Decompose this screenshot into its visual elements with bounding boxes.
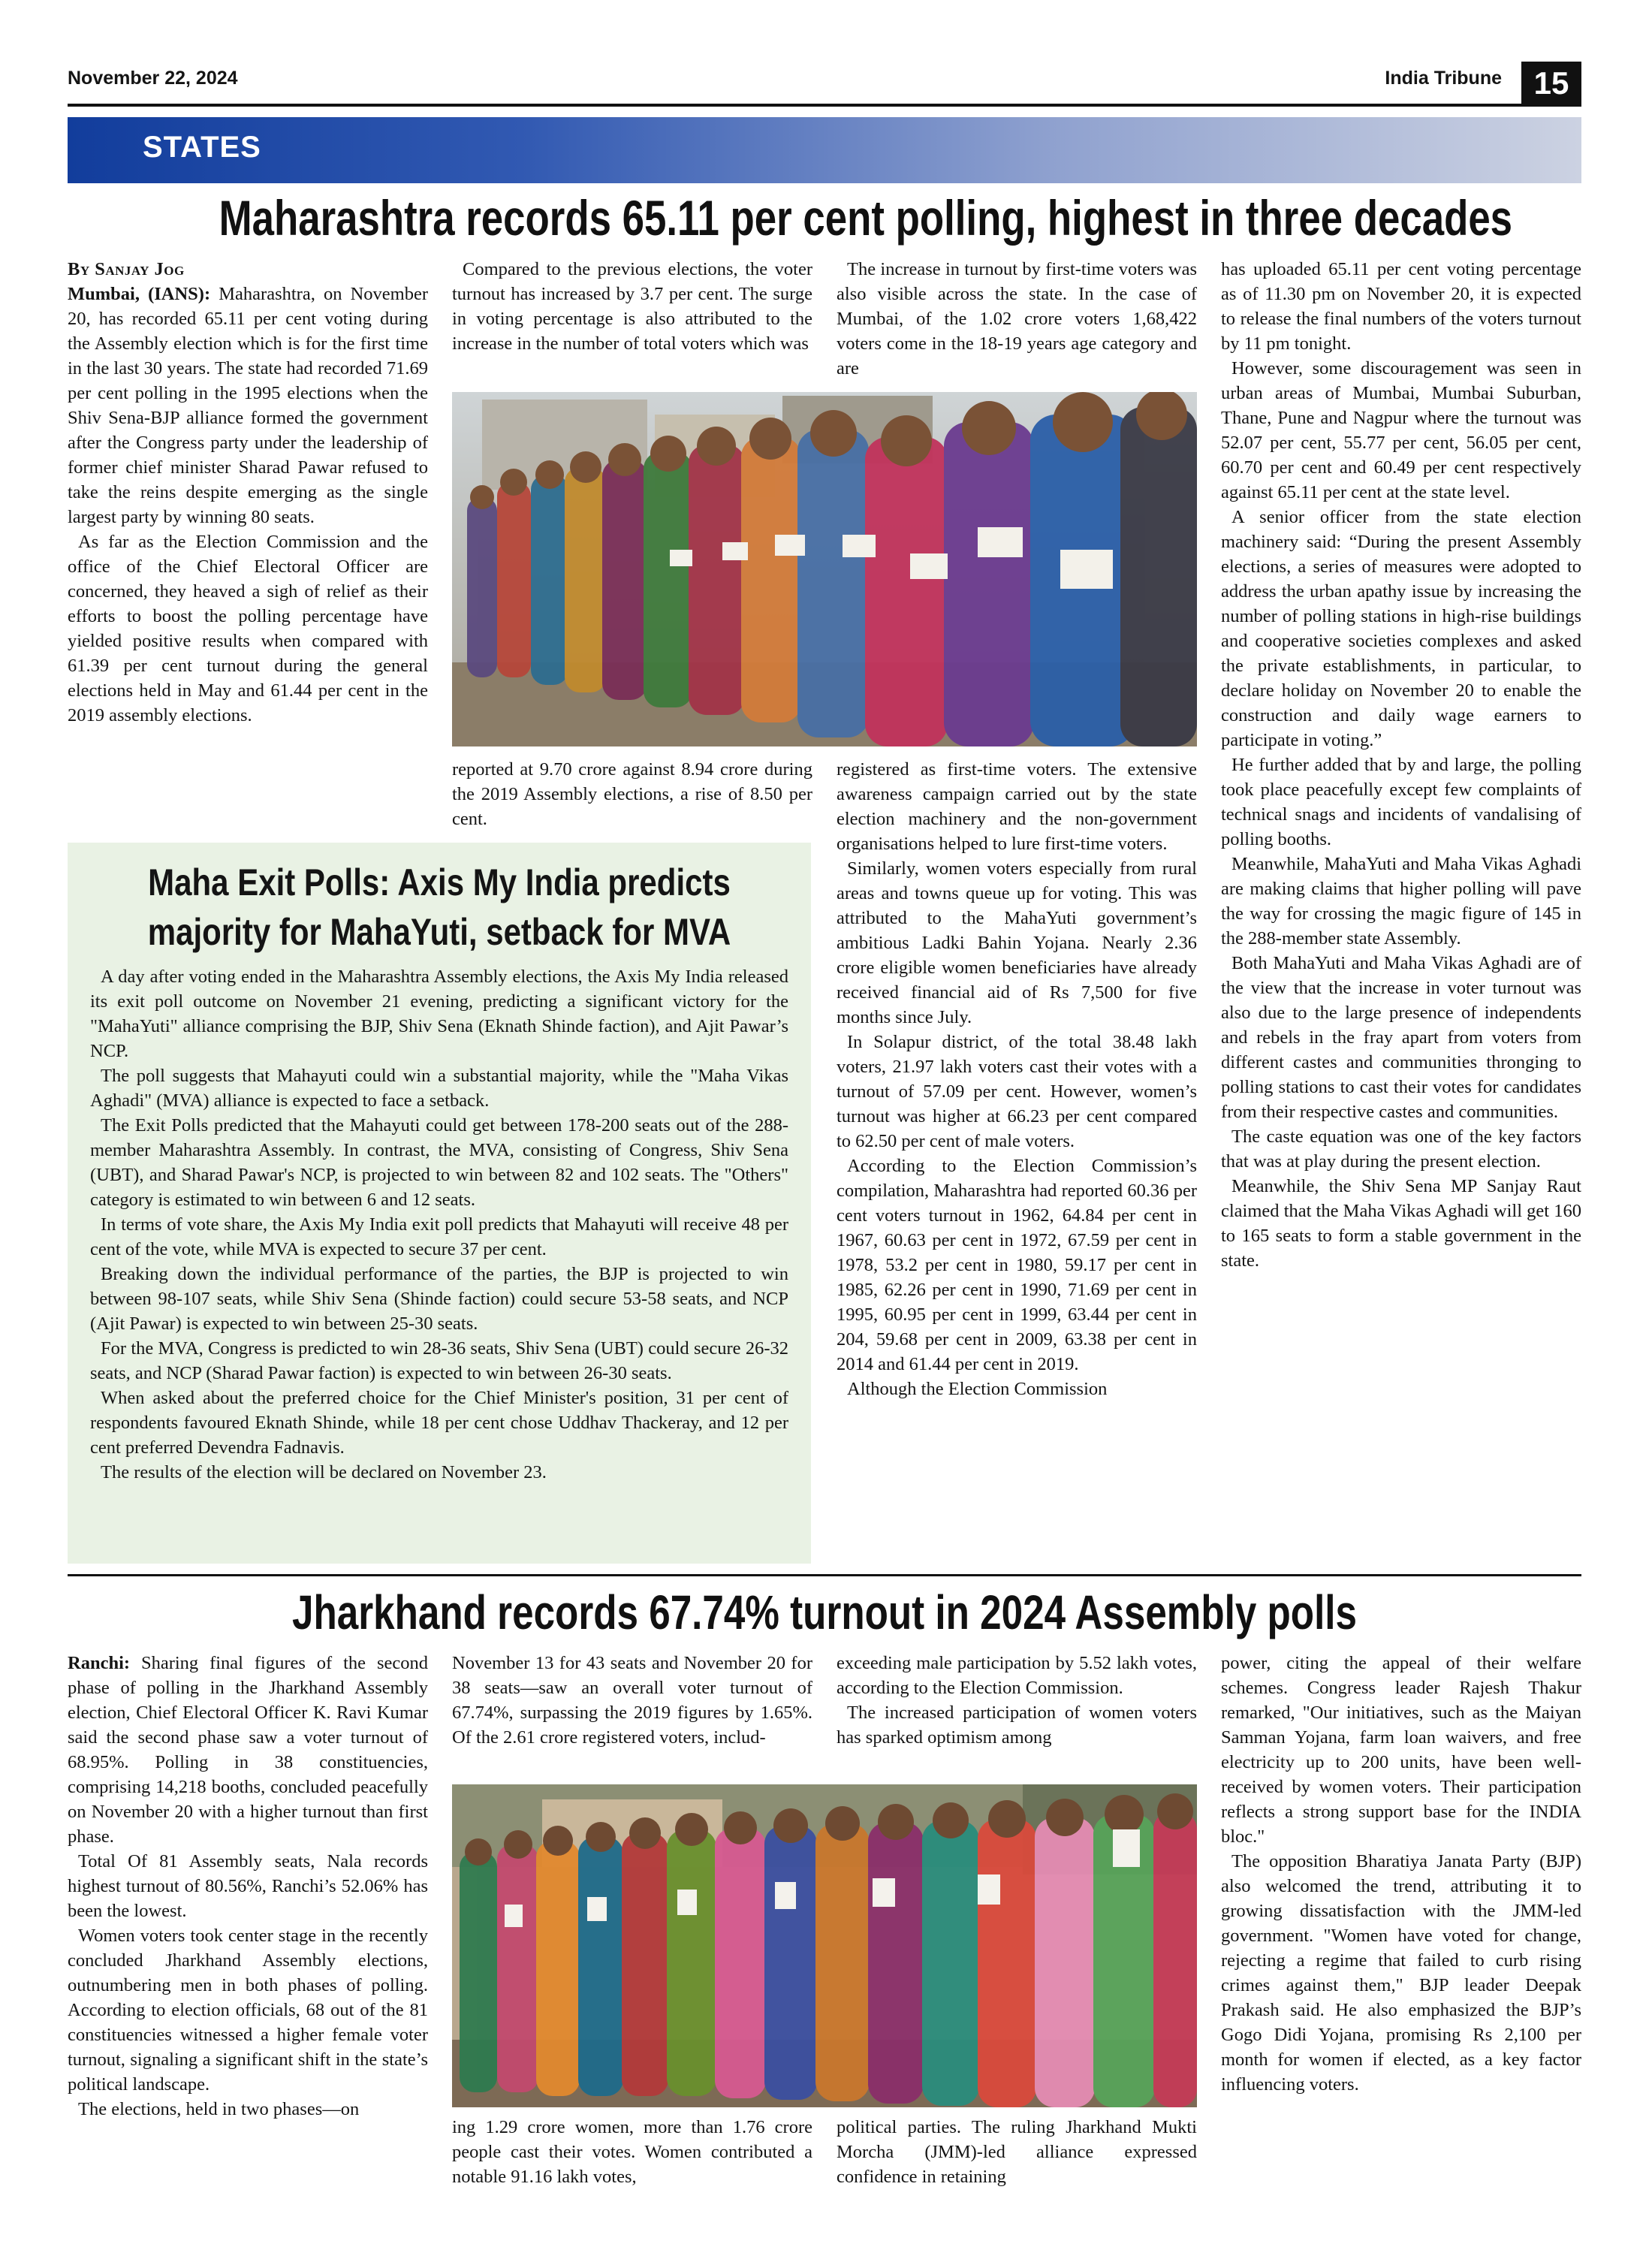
story1-column-3-bottom	[837, 757, 1197, 1401]
story1-column-2-bottom	[452, 757, 812, 831]
story1-paragraph: Meanwhile, the Shiv Sena MP Sanjay Raut claimed that the Maha Vikas Aghadi will get 160 to 165 seats to form a stable government in the state.	[1221, 1176, 1581, 1271]
story1-paragraph: According to the Election Commission’s compilation, Maharashtra had reported 60.36 per cent voters turnout in 1962, 64.84 per cent in 1967, 60.63 per cent in 1972, 67.59 per cent in 1978, 53.2 per cent in 1980, 59.17 per cent in 1985, 62.26 per cent in 1990, 71.69 per cent in 1995, 60.95 per cent in 1999, 63.44 per cent in 204, 59.68 per cent in 2009, 63.38 per cent in 2014 and 61.44 per cent in 2019.	[837, 1156, 1197, 1374]
sidebar-paragraph: In terms of vote share, the Axis My India exit poll predicts that Mahayuti will receive 48 per cent of the vote, while MVA is expected to secure 37 per cent.	[90, 1214, 788, 1259]
story2-paragraph	[68, 1651, 428, 1849]
byline: By Sanjay Jog	[68, 259, 185, 279]
sidebar-body	[90, 964, 788, 1485]
sidebar-paragraph: The Exit Polls predicted that the Mahayuti could get between 178-200 seats out of the 288-member Maharashtra Assembly. In contrast, the MVA, consisting of Congress, Shiv Sena (UBT), and Sharad Pawar's NCP, is projected to win between 82 and 102 seats. The "Others" category is estimated to win between 6 and 12 seats.	[90, 1115, 788, 1210]
story1-paragraph: The caste equation was one of the key factors that was at play during the present election.	[1221, 1126, 1581, 1172]
story2-paragraph: Women voters took center stage in the recently concluded Jharkhand Assembly elections, outnumbering men in both phases of polling. According to election officials, 68 out of the 81 constituencies witnessed a higher female voter turnout, signaling a significant shift in the state’s political landscape.	[68, 1926, 428, 2095]
dateline: Mumbai, (IANS):	[68, 284, 211, 304]
story1-column-2-top	[452, 257, 812, 356]
story2-paragraph: The elections, held in two phases—on	[78, 2099, 360, 2119]
story1-column-3-top	[837, 257, 1197, 381]
story2-paragraph: November 13 for 43 seats and November 20 for 38 seats—saw an overall voter turnout of 67.74%, surpassing the 2019 figures by 1.65%. Of the 2.61 crore registered voters, includ-	[452, 1653, 812, 1748]
publication-name: India Tribune	[1385, 68, 1502, 89]
story1-paragraph: Compared to the previous elections, the voter turnout has increased by 3.7 per cent. The surge in voting percentage is also attributed to the increase in the number of total voters which was	[452, 259, 812, 354]
page-number: 15	[1521, 62, 1581, 105]
story1-paragraph	[68, 282, 428, 529]
story1-paragraph: reported at 9.70 crore against 8.94 crore during the 2019 Assembly elections, a rise of 8.50 per cent.	[452, 759, 812, 829]
jharkhand-voters-photo	[452, 1784, 1197, 2107]
story1-paragraph: Although the Election Commission	[847, 1379, 1108, 1399]
sidebar-paragraph: The poll suggests that Mahayuti could win a substantial majority, while the "Maha Vikas Aghadi" (MVA) alliance is expected to face a setback.	[90, 1066, 788, 1111]
story2-paragraph: ing 1.29 crore women, more than 1.76 crore people cast their votes. Women contributed a notable 91.16 lakh votes,	[452, 2117, 812, 2187]
story2-paragraph: The increased participation of women voters has sparked optimism among	[837, 1703, 1197, 1748]
story1-paragraph: He further added that by and large, the polling took place peacefully except few complaints of technical snags and incidents of vandalising of polling booths.	[1221, 755, 1581, 849]
story2-paragraph: power, citing the appeal of their welfare schemes. Congress leader Rajesh Thakur remarked, "Our initiatives, such as the Maiyan Samman Yojana, farm loan waivers, and free electricity up to 200 units, have been well-received by women voters. Their participation reflects a strong support base for the INDIA bloc."	[1221, 1653, 1581, 1847]
story2-headline: Jharkhand records 67.74% turnout in 2024 Assembly polls	[292, 1585, 1357, 1639]
story-separator	[68, 1574, 1581, 1576]
section-title: STATES	[143, 131, 261, 164]
exit-poll-sidebar	[68, 843, 811, 1564]
story2-column-3-bottom	[837, 2115, 1197, 2189]
story2-column-2-bottom	[452, 2115, 812, 2189]
story2-column-4	[1221, 1651, 1581, 2097]
story2-column-1	[68, 1651, 428, 2122]
header-rule	[68, 104, 1581, 107]
story2-paragraph: exceeding male participation by 5.52 lakh votes, according to the Election Commission.	[837, 1653, 1197, 1698]
story1-paragraph: As far as the Election Commission and the office of the Chief Electoral Officer are concerned, they heaved a sigh of relief as their efforts to boost the polling percentage have yielded positive results when compared with 61.39 per cent turnout during the general elections held in May and 61.44 per cent in the 2019 assembly elections.	[68, 532, 428, 725]
story2-paragraph: The opposition Bharatiya Janata Party (BJP) also welcomed the trend, attributing it to growing dissatisfaction with the JMM-led government. "Women have voted for change, rejecting a regime that failed to curb rising crimes against them," BJP leader Deepak Prakash said. He also emphasized the BJP’s Gogo Didi Yojana, promising Rs 2,100 per month for women if elected, as a key factor influencing voters.	[1221, 1851, 1581, 2095]
sidebar-paragraph: The results of the election will be declared on November 23.	[101, 1462, 547, 1482]
story1-paragraph: Meanwhile, MahaYuti and Maha Vikas Aghadi are making claims that higher polling will pave the way for crossing the magic figure of 145 in the 288-member state Assembly.	[1221, 854, 1581, 949]
story1-paragraph: In Solapur district, of the total 38.48 lakh voters, 21.97 lakh voters cast their votes with a turnout of 57.09 per cent. However, women’s turnout was higher at 66.23 per cent compared to 62.50 per cent of male voters.	[837, 1032, 1197, 1151]
sidebar-headline: Maha Exit Polls: Axis My India predicts majority for MahaYuti, setback for MVA	[147, 861, 731, 953]
story1-paragraph: Both MahaYuti and Maha Vikas Aghadi are of the view that the increase in voter turnout was also due to the large presence of independents and rebels in the fray apart from voters from different castes and communities thronging to polling stations to cast their votes for candidates from their respective castes and communities.	[1221, 953, 1581, 1122]
story1-headline: Maharashtra records 65.11 per cent polling, highest in three decades	[219, 190, 1513, 246]
story2-lede: Sharing final figures of the second phase of polling in the Jharkhand Assembly election, Chief Electoral Officer K. Ravi Kumar said the second phase saw a voter turnout of 68.95%. Polling in 38 constituencies, comprising 14,218 booths, concluded peacefully on November 20 with a higher turnout than first phase.	[68, 1653, 428, 1847]
story2-paragraph: Total Of 81 Assembly seats, Nala records highest turnout of 80.56%, Ranchi’s 52.06% has been the lowest.	[68, 1851, 428, 1921]
story1-column-1	[68, 257, 428, 728]
sidebar-paragraph: When asked about the preferred choice for the Chief Minister's position, 31 per cent of respondents favoured Eknath Shinde, while 18 per cent chose Uddhav Thackeray, and 12 per cent preferred Devendra Fadnavis.	[90, 1388, 788, 1458]
story1-paragraph: However, some discouragement was seen in urban areas of Mumbai, Mumbai Suburban, Thane, Pune and Nagpur where the turnout was 52.07 per cent, 55.77 per cent, 56.05 per cent, 60.70 per cent and 60.49 per cent respectively against 65.11 per cent at the state level.	[1221, 358, 1581, 502]
story2-column-3-top	[837, 1651, 1197, 1750]
dateline: Ranchi:	[68, 1653, 131, 1673]
story2-column-2-top	[452, 1651, 812, 1750]
sidebar-paragraph: A day after voting ended in the Maharashtra Assembly elections, the Axis My India released its exit poll outcome on November 21 evening, predicting a significant victory for the "MahaYuti" alliance comprising the BJP, Shiv Sena (Eknath Shinde faction), and Ajit Pawar’s NCP.	[90, 967, 788, 1061]
story1-column-4	[1221, 257, 1581, 1273]
sidebar-paragraph: Breaking down the individual performance of the parties, the BJP is projected to win between 98-107 seats, while Shiv Sena (Shinde faction) could secure 53-58 seats, and NCP (Ajit Pawar) is expected to win between 25-30 seats.	[90, 1264, 788, 1334]
story1-paragraph: The increase in turnout by first-time voters was also visible across the state. In the case of Mumbai, of the 1.02 crore voters 1,68,422 voters come in the 18-19 years age category and are	[837, 259, 1197, 379]
issue-date: November 22, 2024	[68, 68, 238, 89]
story1-paragraph: Similarly, women voters especially from rural areas and towns queue up for voting. This was attributed to the MahaYuti government’s ambitious Ladki Bahin Yojana. Nearly 2.36 crore eligible women beneficiaries have already received financial aid of Rs 7,500 for five months since July.	[837, 858, 1197, 1027]
section-band	[68, 117, 1581, 183]
story1-paragraph: registered as first-time voters. The extensive awareness campaign carried out by the state election machinery and the non-government organisations helped to lure first-time voters.	[837, 759, 1197, 854]
story1-lede: Maharashtra, on November 20, has recorded 65.11 per cent voting during the Assembly election which is for the first time in the last 30 years. The state had recorded 71.69 per cent polling in the 1995 elections when the Shiv Sena-BJP alliance formed the government after the Congress party under the leadership of former chief minister Sharad Pawar refused to take the reins despite emerging as the single largest party by winning 80 seats.	[68, 284, 428, 527]
story1-paragraph: has uploaded 65.11 per cent voting percentage as of 11.30 pm on November 20, it is expected to release the final numbers of the voters turnout by 11 pm tonight.	[1221, 259, 1581, 354]
sidebar-paragraph: For the MVA, Congress is predicted to win 28-36 seats, Shiv Sena (UBT) could secure 26-32 seats, and NCP (Sharad Pawar faction) is expected to win between 26-30 seats.	[90, 1338, 788, 1383]
story1-paragraph: A senior officer from the state election machinery said: “During the present Assembly elections, a series of measures were adopted to address the urban apathy issue by increasing the number of polling stations in high-rise buildings and cooperative societies complexes and asked the private establishments, in particular, to declare holiday on November 20 to enable the construction and daily wage earners to participate in voting.”	[1221, 507, 1581, 750]
story2-paragraph: political parties. The ruling Jharkhand Mukti Morcha (JMM)-led alliance expressed confidence in retaining	[837, 2117, 1197, 2187]
maharashtra-voters-photo	[452, 392, 1197, 746]
